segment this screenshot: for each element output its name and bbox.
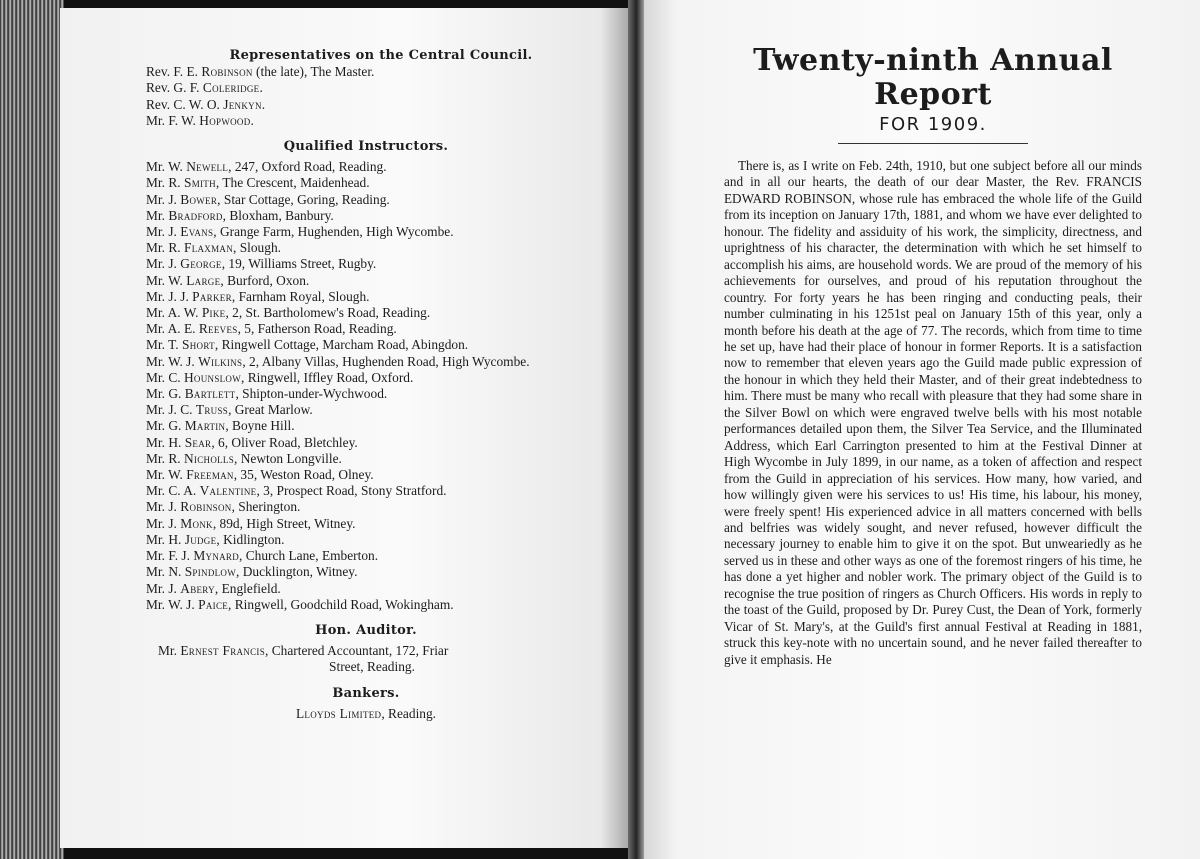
- list-item: Mr. W. J. Wilkins, 2, Albany Villas, Hughenden Road, High Wycombe.: [146, 353, 530, 369]
- list-item: Mr. Bradford, Bloxham, Banbury.: [146, 207, 334, 223]
- right-page-content: [724, 44, 1142, 681]
- page-edges: [0, 0, 64, 859]
- list-item: Mr. W. J. Paice, Ringwell, Goodchild Road, Wokingham.: [146, 596, 454, 612]
- list-item: Mr. T. Short, Ringwell Cottage, Marcham Road, Abingdon.: [146, 337, 469, 353]
- list-item: Mr. W. Newell, 247, Oxford Road, Reading.: [146, 159, 387, 175]
- report-title: Twenty-ninth Annual Report: [753, 43, 1113, 112]
- list-item: Mr. N. Spindlow, Ducklington, Witney.: [146, 564, 358, 580]
- auditor-heading: Hon. Auditor.: [315, 622, 417, 638]
- list-item: Mr. R. Nicholls, Newton Longville.: [146, 450, 342, 466]
- title-rule: [838, 143, 1028, 144]
- bankers-entry: Lloyds Limited, Reading.: [295, 705, 437, 721]
- list-item: Mr. R. Smith, The Crescent, Maidenhead.: [146, 175, 370, 191]
- list-item: Mr. F. J. Mynard, Church Lane, Emberton.: [146, 548, 379, 564]
- list-item: Rev. C. W. O. Jenkyn.: [146, 96, 266, 112]
- list-item: Mr. J. Monk, 89d, High Street, Witney.: [146, 515, 356, 531]
- representatives-list: [146, 64, 586, 129]
- instructors-heading: Qualified Instructors.: [283, 139, 449, 155]
- list-item: Mr. G. Bartlett, Shipton-under-Wychwood.: [146, 386, 388, 402]
- list-item: Mr. C. A. Valentine, 3, Prospect Road, Stony Stratford.: [146, 483, 447, 499]
- list-item: Mr. A. E. Reeves, 5, Fatherson Road, Reading.: [146, 321, 397, 337]
- left-page-content: [146, 48, 586, 722]
- list-item: Mr. J. Bower, Star Cottage, Goring, Reading.: [146, 191, 390, 207]
- instructors-list: [146, 159, 586, 613]
- report-body: There is, as I write on Feb. 24th, 1910, but one subject before all our minds and in all our hearts, the death of our dear Master, the Rev. FRANCIS EDWARD ROBINSON, whose rule has embraced the whole life of the Guild from its inception on January 17th, 1881, and whom we have ever delighted to honour. The fidelity and assiduity of his work, the simplicity, directness, and uprightness of his character, the determination with which he set himself to accomplish his aims, are household words. We are proud of the memory of his achievements for ourselves, and proud of his reputation throughout the country. For forty years he has been ringing and conducting peals, their number culminating in his 1251st peal on January 15th of this year, only a month before his death at the age of 77. The records, which from time to time he set up, have had their place of honour in former Reports. It is a satisfaction now to remember that eleven years ago the Guild made public expression of the honour in which they held their Master, and of their great indebtedness to him. There must be many who recall with pleasure that they had some share in the Silver Bowl on which were engraved twelve bells with his most notable performances detailed upon them, the Silver Tea Service, and the Illuminated Address, which Earl Carrington presented to him at the Festival Dinner at High Wycombe in July 1899, in our name, as a token of affection and respect from the Guild in appreciation of his services. How many, how varied, and how willingly given were his services to us! His time, his labour, his money, were freely spent! His experienced advice in all matters concerned with bells and belfries was widely sought, and never refused, however difficult the necessary journey to enable him to give it on the spot. But unweariedly as he served us in these and other ways as one of the foremost ringers of his time, he has done a yet higher and nobler work. The primary object of the Guild is to recognise the true position of ringers as Church Officers. His words in reply to the toast of the Guild, proposed by Dr. Purey Cust, the Dean of York, formerly Vicar of St. Mary's, at the Guild's first annual Festival at Reading in 1881, struck this key-note with no uncertain sound, and he never failed thereafter to give it emphasis. He: [724, 158, 1142, 667]
- list-item: Mr. A. W. Pike, 2, St. Bartholomew's Road, Reading.: [146, 305, 431, 321]
- list-item: Mr. F. W. Hopwood.: [146, 112, 254, 128]
- list-item: Mr. G. Martin, Boyne Hill.: [146, 418, 295, 434]
- list-item: Mr. J. Robinson, Sherington.: [146, 499, 301, 515]
- list-item: Mr. W. Large, Burford, Oxon.: [146, 272, 310, 288]
- list-item: Mr. H. Sear, 6, Oliver Road, Bletchley.: [146, 434, 358, 450]
- list-item: Mr. H. Judge, Kidlington.: [146, 531, 285, 547]
- representatives-heading: Representatives on the Central Council.: [229, 48, 533, 63]
- list-item: Rev. G. F. Coleridge.: [146, 80, 263, 96]
- report-subtitle: FOR 1909.: [879, 114, 987, 135]
- bankers-heading: Bankers.: [332, 685, 400, 701]
- auditor-entry: Mr. Ernest Francis, Chartered Accountant, 172, Friar Street, Reading.: [158, 643, 449, 675]
- list-item: Mr. J. Evans, Grange Farm, Hughenden, High Wycombe.: [146, 224, 454, 240]
- list-item: Mr. J. Abery, Englefield.: [146, 580, 281, 596]
- list-item: Mr. J. J. Parker, Farnham Royal, Slough.: [146, 288, 370, 304]
- list-item: Mr. R. Flaxman, Slough.: [146, 240, 281, 256]
- list-item: Mr. J. George, 19, Williams Street, Rugby.: [146, 256, 377, 272]
- list-item: Mr. W. Freeman, 35, Weston Road, Olney.: [146, 467, 374, 483]
- list-item: Rev. F. E. Robinson (the late), The Master.: [146, 64, 375, 80]
- list-item: Mr. J. C. Truss, Great Marlow.: [146, 402, 313, 418]
- list-item: Mr. C. Hounslow, Ringwell, Iffley Road, Oxford.: [146, 369, 414, 385]
